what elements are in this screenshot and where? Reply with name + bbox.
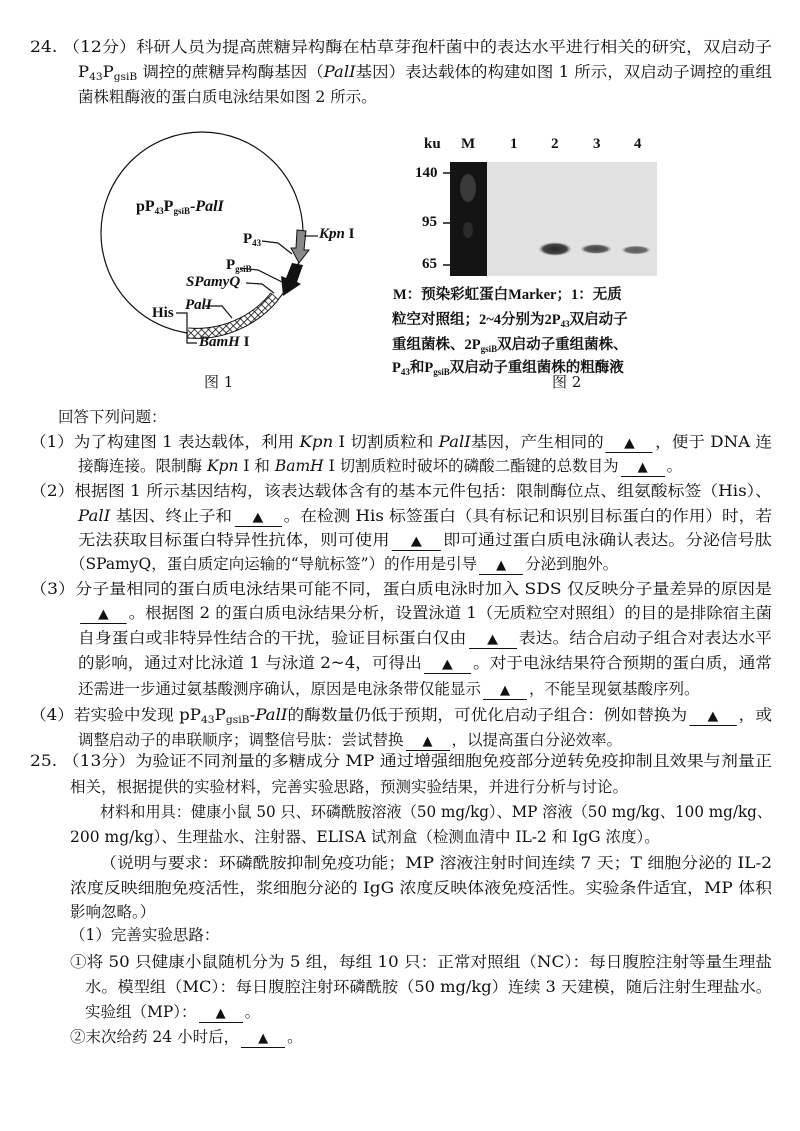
lane-label-4: 4	[634, 136, 642, 152]
text-run: pP	[136, 198, 155, 215]
legend-line	[392, 356, 624, 377]
lane-label-2: 2	[551, 136, 559, 152]
answer-blank: ▲	[606, 436, 653, 453]
text-run: 回答下列问题：	[58, 408, 167, 426]
text-run: 调整启动子的串联顺序；调整信号肽：尝试替换	[78, 731, 404, 749]
text-run: ，不能呈现氨基酸序列。	[529, 680, 700, 698]
text-line	[70, 1027, 303, 1048]
answer-blank: ▲	[469, 632, 517, 649]
answer-blank: ▲	[80, 607, 127, 624]
subscript: 43	[560, 319, 570, 329]
subscript: 43	[89, 72, 103, 83]
text-line	[70, 777, 628, 797]
spamyq-label	[186, 274, 240, 291]
text-line	[78, 603, 772, 624]
text-run: P	[226, 257, 236, 273]
answer-blank: ▲	[483, 683, 527, 700]
text-run: 200 mg/kg）、生理盐水、注射器、ELISA 试剂盒（检测血清中 IL-2 和 IgG 浓度）。	[70, 828, 660, 846]
subscript: 43	[154, 206, 164, 216]
text-line	[78, 530, 772, 551]
text-line	[30, 579, 772, 599]
text-run: 相关，根据提供的实验材料，完善实验思路，预测实验结果，并进行分析与讨论。	[70, 778, 629, 796]
text-run: 水。模型组（MC）：每日腹腔注射环磷酰胺（50 mg/kg）连续 3 天建模，随后注射生理盐水。	[85, 978, 772, 996]
italic-term: PalI	[323, 63, 356, 81]
text-run: 。	[666, 457, 683, 475]
text-run: 基因）表达载体的构建如图 1 所示，双启动子调控的重组	[355, 63, 772, 81]
italic-term: PalI	[78, 507, 111, 525]
text-line	[30, 432, 772, 453]
subscript: gsiB	[480, 344, 498, 354]
text-run: 接酶连接。限制酶	[78, 457, 207, 475]
p43-promoter-arrow	[291, 230, 309, 263]
subscript: 43	[252, 238, 262, 248]
subscript: gsiB	[173, 206, 190, 216]
text-run: ，或	[738, 706, 772, 724]
text-line	[70, 902, 155, 922]
figure-1-caption: 图 1	[204, 373, 234, 391]
text-line	[85, 977, 772, 997]
text-line	[70, 554, 618, 575]
answer-blank: ▲	[199, 1006, 243, 1023]
subscript: 43	[200, 715, 215, 726]
marker-95: 95	[422, 214, 437, 230]
text-run: 重组菌株、2P	[392, 337, 481, 353]
text-run: 无法获取目标蛋白特异性抗体，则可使用	[78, 531, 390, 549]
text-run: 的酶数量仍低于预期，可优化启动子组合：例如替换为	[287, 706, 688, 724]
text-run: 即可通过蛋白质电泳确认表达。分泌信号肽	[443, 531, 772, 549]
answer-blank: ▲	[479, 558, 523, 575]
text-line	[78, 679, 700, 700]
legend-line	[393, 283, 622, 304]
text-run: 。在检测 His 标签蛋白（具有标记和识别目标蛋白的作用）时，若	[283, 507, 773, 525]
italic-term: BamH	[274, 457, 324, 475]
text-run: I 切割质粒时破坏的磷酸二酯键的总数目为	[323, 457, 619, 475]
italic-term: PalI	[185, 297, 212, 313]
italic-term: PalI	[438, 433, 471, 451]
italic-term: PalI	[195, 198, 224, 215]
band-lane-2	[538, 242, 572, 256]
text-run: P	[243, 231, 253, 247]
italic-term: PalI	[255, 706, 288, 724]
text-run: I 切割质粒和	[333, 433, 439, 451]
text-run: 粒空对照组；2~4分别为2P	[392, 312, 561, 328]
text-run: 还需进一步通过氨基酸测序确认，原因是电泳条带仅能显示	[78, 680, 482, 698]
lane-label-1: 1	[510, 136, 518, 152]
text-run: 的影响，通过对比泳道 1 与泳道 2~4，可得出	[78, 654, 422, 672]
text-run: P	[214, 706, 226, 724]
text-run: I 和	[238, 457, 275, 475]
lane-label-m: M	[461, 136, 476, 152]
answer-blank: ▲	[234, 510, 281, 527]
text-run: 实验组（MP）：	[85, 1003, 197, 1021]
text-run: -	[249, 706, 256, 724]
p43-label	[243, 231, 261, 248]
text-run: ，便于 DNA 连	[655, 433, 772, 451]
text-line	[78, 456, 682, 477]
marker-140: 140	[415, 165, 438, 181]
answer-blank: ▲	[424, 657, 471, 674]
text-run: M：预染彩虹蛋白Marker；1：无质	[393, 287, 622, 303]
italic-term: Kpn	[206, 457, 239, 475]
text-run: 双启动子重组菌株的粗酶液	[449, 360, 624, 376]
text-run: P	[392, 360, 401, 376]
text-run: I	[344, 226, 355, 242]
subscript: gsiB	[113, 72, 138, 83]
answer-blank: ▲	[621, 460, 665, 477]
text-run: P	[163, 198, 174, 215]
text-line	[85, 1002, 260, 1023]
pgsib-promoter-arrow	[281, 263, 303, 296]
his-label	[152, 305, 174, 322]
subscript: gsiB	[235, 264, 252, 274]
text-line	[70, 925, 219, 945]
text-run: ②末次给药 24 小时后，	[70, 1028, 240, 1046]
text-run: 材料和用具：健康小鼠 50 只、环磷酰胺溶液（50 mg/kg）、MP 溶液（50 mg/kg、100 mg/kg、	[100, 803, 772, 821]
text-run: （2）根据图 1 所示基因结构，该表达载体含有的基本元件包括：限制酶位点、组氨酸标签（His）、	[30, 482, 772, 500]
text-run: 。根据图 2 的蛋白质电泳结果分析，设置泳道 1（无质粒空对照组）的目的是排除宿主菌	[128, 604, 772, 622]
text-run: 和P	[409, 360, 434, 376]
text-run: 基因、终止子和	[110, 507, 233, 525]
text-run: P	[102, 63, 114, 81]
text-run: 25. （13分）为验证不同剂量的多糖成分 MP 通过增强细胞免疫部分逆转免疫抑制且效果与剂量正	[30, 752, 772, 770]
text-run: （1）完善实验思路：	[70, 926, 220, 944]
pgsib-label	[226, 257, 252, 274]
text-run: 分泌到胞外。	[525, 555, 619, 573]
plasmid-name-label	[136, 198, 224, 216]
text-run: （3）分子量相同的蛋白质电泳结果可能不同，蛋白质电泳时加入 SDS 仅反映分子量差异的原因是	[30, 580, 772, 598]
text-run: 菌株粗酶液的蛋白质电泳结果如图 2 所示。	[78, 88, 377, 106]
answer-blank: ▲	[241, 1031, 285, 1048]
italic-term: BamH	[199, 334, 240, 350]
text-run: （4）若实验中发现 pP	[30, 706, 201, 724]
text-line	[78, 730, 622, 751]
figure-2-caption: 图 2	[552, 373, 582, 391]
text-run: ①将 50 只健康小鼠随机分为 5 组，每组 10 只：正常对照组（NC）：每日腹腔注射等量生理盐	[70, 953, 773, 971]
text-run: 双启动子重组菌株、	[497, 337, 628, 353]
subscript: gsiB	[225, 715, 250, 726]
text-line	[70, 827, 660, 847]
text-run: 。	[287, 1028, 303, 1046]
marker-65: 65	[422, 256, 437, 272]
italic-term: SPamyQ	[186, 274, 241, 290]
italic-term: Kpn	[319, 226, 345, 242]
pali-label	[185, 297, 212, 314]
text-line	[78, 506, 772, 527]
subscript: 43	[400, 367, 410, 377]
text-line	[100, 802, 772, 822]
unit-label: ku	[424, 136, 441, 152]
answer-blank: ▲	[406, 734, 450, 751]
text-line	[30, 705, 772, 726]
text-run: 浓度反映细胞免疫活性，浆细胞分泌的 IgG 浓度反映体液免疫活性。实验条件适宜，MP 体积	[70, 879, 772, 897]
lane-label-3: 3	[593, 136, 601, 152]
text-run: 调控的蔗糖异构酶基因（	[137, 63, 324, 81]
text-line	[70, 952, 772, 972]
text-run: （说明与要求：环磷酰胺抑制免疫功能；MP 溶液注射时间连续 7 天；T 细胞分泌的 IL-2	[100, 854, 772, 872]
text-line	[70, 878, 772, 898]
text-run: （1）为了构建图 1 表达载体，利用	[30, 433, 300, 451]
legend-line	[392, 308, 628, 329]
band-lane-4	[621, 246, 651, 255]
kpn-i-label	[319, 226, 354, 243]
text-line	[30, 751, 772, 771]
text-run: 。	[244, 1003, 261, 1021]
text-line	[78, 653, 772, 674]
legend-line	[392, 333, 628, 354]
text-run: 自身蛋白或非特异性结合的干扰，验证目标蛋白仅由	[78, 629, 467, 647]
italic-term: Kpn	[299, 433, 334, 451]
text-run: I	[239, 334, 250, 350]
text-line	[100, 853, 772, 873]
text-run: 24. （12分）科研人员为提高蔗糖异构酶在枯草芽孢杆菌中的表达水平进行相关的研究，双启动子	[30, 38, 772, 56]
text-run: 基因，产生相同的	[470, 433, 604, 451]
answer-blank: ▲	[392, 534, 441, 551]
text-line	[30, 481, 772, 501]
answer-blank: ▲	[689, 709, 736, 726]
text-run: -	[189, 198, 196, 215]
text-line	[58, 407, 167, 427]
gel-image	[443, 158, 663, 280]
text-run: His	[152, 305, 174, 321]
text-run: 。对于电泳结果符合预期的蛋白质，通常	[473, 654, 772, 672]
text-line	[78, 628, 772, 649]
bamh-i-label	[199, 334, 249, 351]
text-run: ，以提高蛋白分泌效率。	[451, 731, 623, 749]
text-run: 影响忽略。）	[70, 903, 156, 921]
text-run: 表达。结合启动子组合对表达水平	[518, 629, 772, 647]
text-run: 双启动子	[569, 312, 628, 328]
subscript: gsiB	[433, 367, 450, 377]
band-lane-3	[580, 244, 612, 254]
text-run: （SPamyQ，蛋白质定向运输的“导航标签”）的作用是引导	[70, 555, 478, 573]
text-run: P	[78, 63, 90, 81]
